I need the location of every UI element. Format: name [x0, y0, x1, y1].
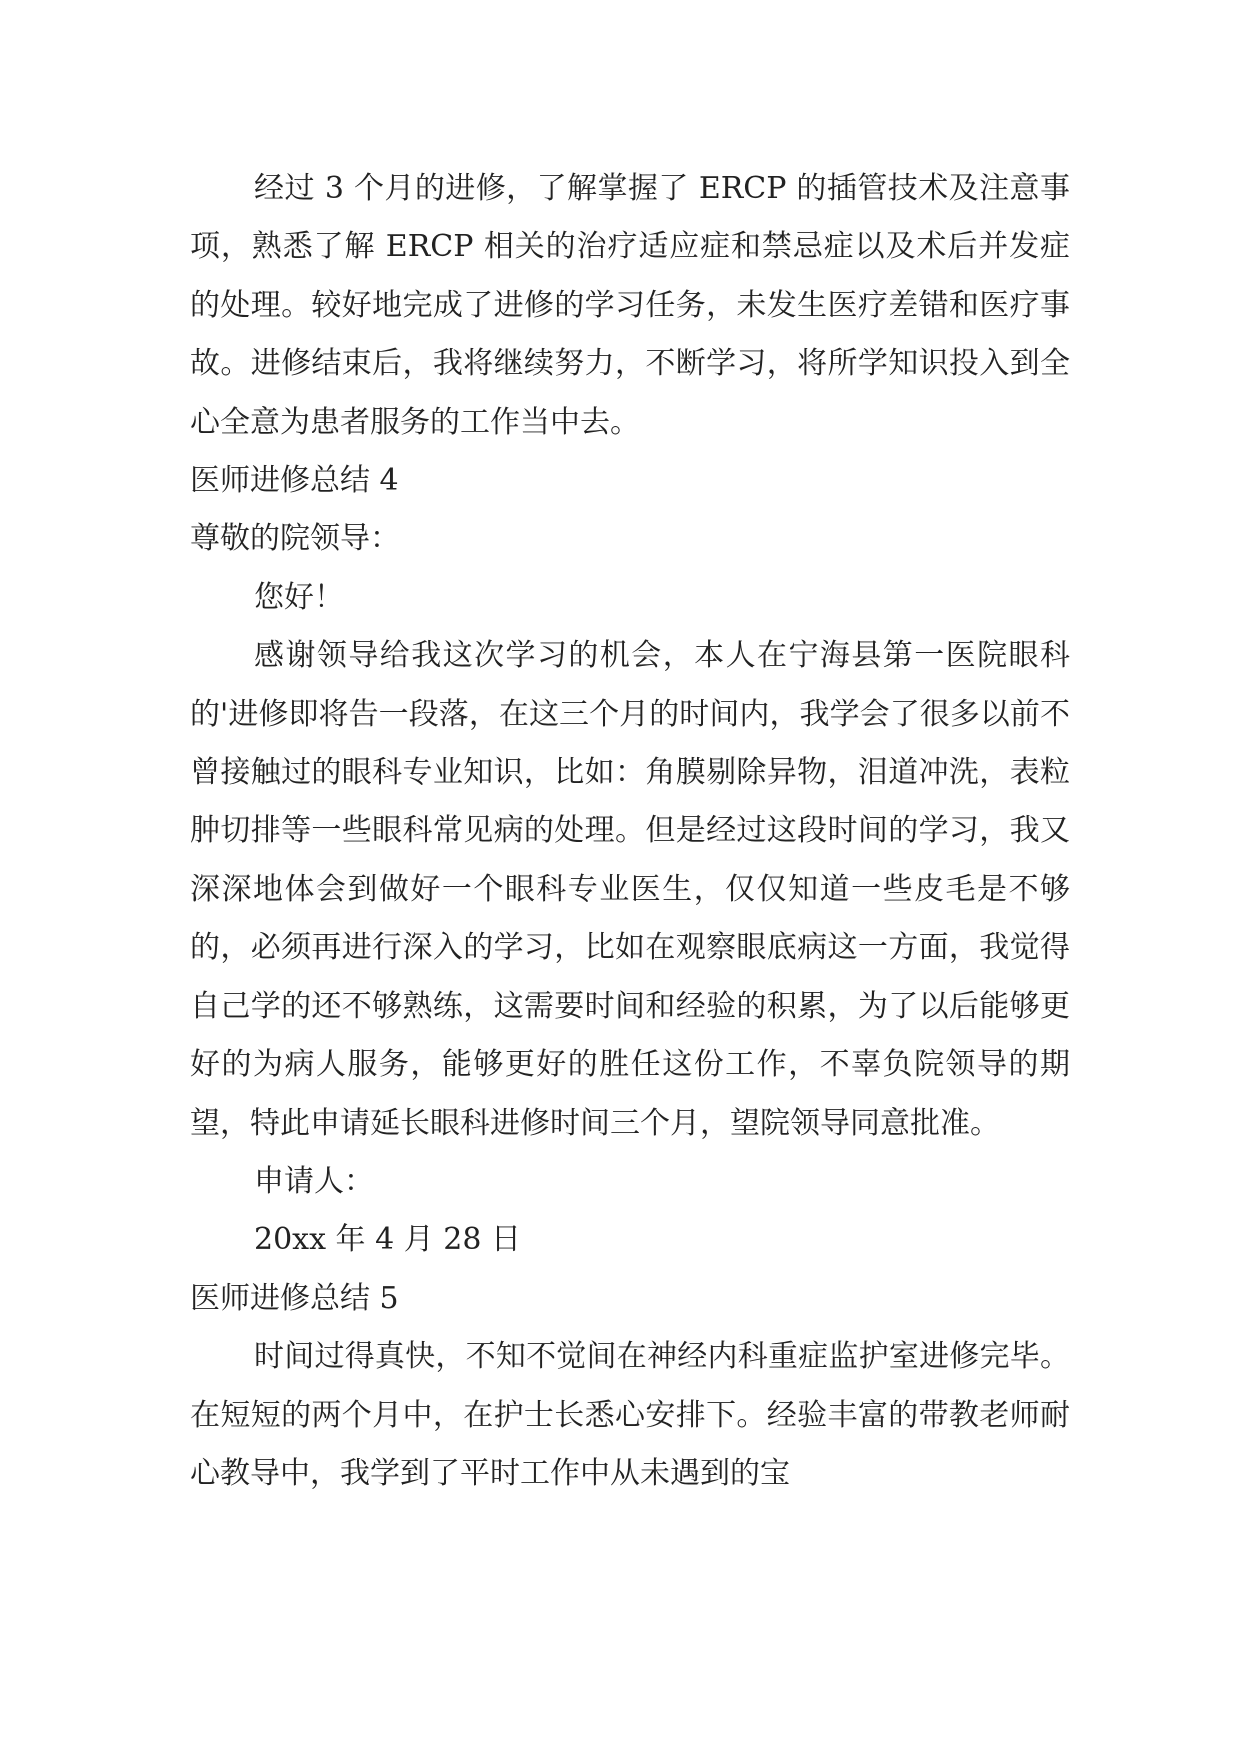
paragraph-ercp-summary: 经过 3 个月的进修，了解掌握了 ERCP 的插管技术及注意事项，熟悉了解 ERCP 相关的治疗适应症和禁忌症以及术后并发症的处理。较好地完成了进修的学习任务，未发生医疗差错和医疗事故。进修结束后，我将继续努力，不断学习，将所学知识投入到全心全意为患者服务的工作当中去。 [190, 171, 1070, 440]
greeting: 您好！ [254, 579, 344, 615]
paragraph-ophthalmology-request: 感谢领导给我这次学习的机会，本人在宁海县第一医院眼科的'进修即将告一段落，在这三个月的时间内，我学会了很多以前不曾接触过的眼科专业知识，比如：角膜剔除异物，泪道冲洗，表粒肿切排等一些眼科常见病的处理。但是经过这段时间的学习，我又深深地体会到做好一个眼科专业医生，仅仅知道一些皮毛是不够的，必须再进行深入的学习，比如在观察眼底病这一方面，我觉得自己学的还不够熟练，这需要时间和经验的积累，为了以后能够更好的为病人服务，能够更好的胜任这份工作，不辜负院领导的期望，特此申请延长眼科进修时间三个月，望院领导同意批准。 [190, 638, 1070, 1141]
document-body [190, 160, 1070, 1503]
paragraph-neurology-icu: 时间过得真快，不知不觉间在神经内科重症监护室进修完毕。在短短的两个月中，在护士长悉心安排下。经验丰富的带教老师耐心教导中，我学到了平时工作中从未遇到的宝 [190, 1339, 1070, 1491]
date-line: 20xx 年 4 月 28 日 [254, 1222, 521, 1258]
salutation: 尊敬的院领导： [190, 521, 400, 557]
section-heading-4: 医师进修总结 4 [190, 463, 399, 499]
section-heading-5: 医师进修总结 5 [190, 1280, 399, 1316]
applicant-label: 申请人： [254, 1163, 374, 1199]
